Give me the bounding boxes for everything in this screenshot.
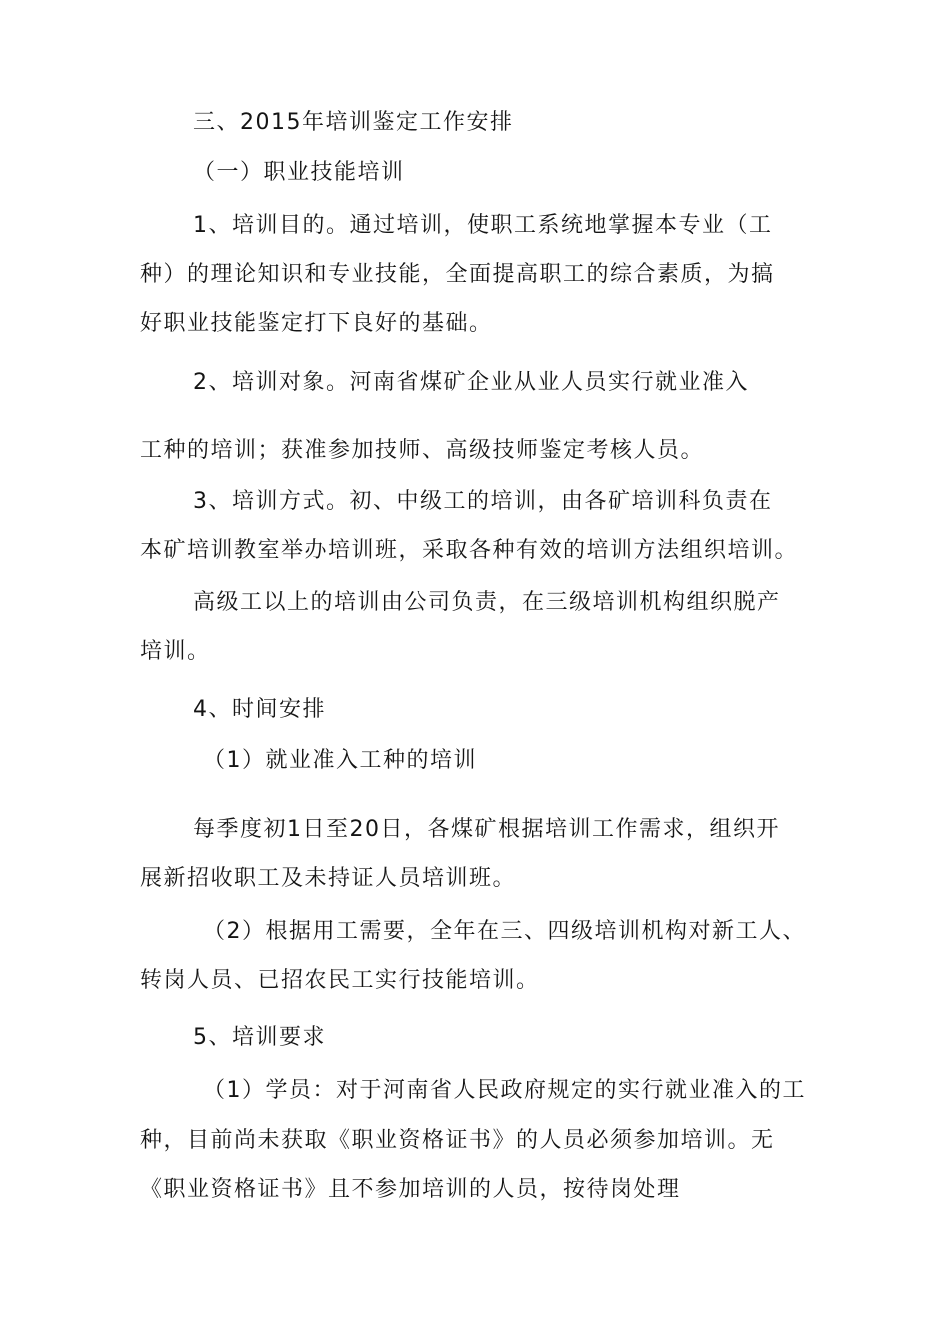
item-heading: 5、培训要求 — [193, 1025, 326, 1050]
paragraph-line: （1）学员：对于河南省人民政府规定的实行就业准入的工 — [203, 1078, 806, 1103]
paragraph-line: 每季度初1日至20日，各煤矿根据培训工作需求，组织开 — [193, 817, 780, 842]
paragraph-line: 工种的培训；获准参加技师、高级技师鉴定考核人员。 — [140, 438, 705, 463]
paragraph-line: 种，目前尚未获取《职业资格证书》的人员必须参加培训。无 — [140, 1128, 775, 1153]
paragraph-line: 展新招收职工及未持证人员培训班。 — [140, 866, 517, 891]
paragraph-line: 3、培训方式。初、中级工的培训，由各矿培训科负责在 — [193, 489, 773, 514]
paragraph-line: 2、培训对象。河南省煤矿企业从业人员实行就业准入 — [193, 370, 749, 395]
paragraph-line: 转岗人员、已招农民工实行技能培训。 — [140, 968, 540, 993]
paragraph-line: 种）的理论知识和专业技能，全面提高职工的综合素质，为搞 — [140, 262, 775, 287]
section-heading: 三、2015年培训鉴定工作安排 — [193, 110, 514, 135]
paragraph-line: （2）根据用工需要，全年在三、四级培训机构对新工人、 — [203, 919, 806, 944]
subitem-heading: （1）就业准入工种的培训 — [203, 748, 477, 773]
paragraph-line: 好职业技能鉴定打下良好的基础。 — [140, 311, 493, 336]
item-heading: 4、时间安排 — [193, 697, 326, 722]
paragraph-line: 本矿培训教室举办培训班，采取各种有效的培训方法组织培训。 — [140, 538, 799, 563]
paragraph-line: 1、培训目的。通过培训，使职工系统地掌握本专业（工 — [193, 213, 773, 238]
subsection-heading: （一）职业技能培训 — [193, 160, 405, 185]
paragraph-line: 高级工以上的培训由公司负责，在三级培训机构组织脱产 — [193, 590, 781, 615]
paragraph-line: 培训。 — [140, 639, 211, 664]
paragraph-line: 《职业资格证书》且不参加培训的人员，按待岗处理 — [140, 1177, 681, 1202]
